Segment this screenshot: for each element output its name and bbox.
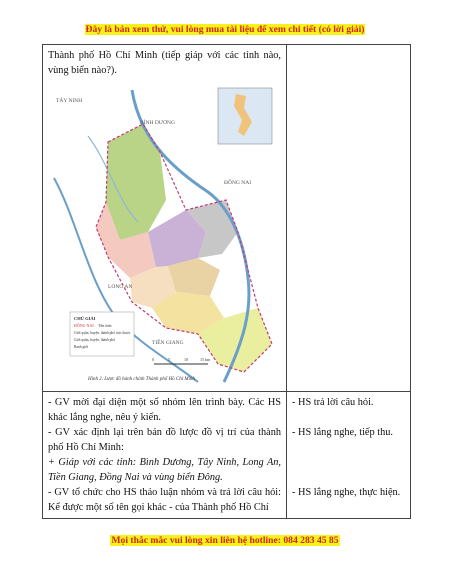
hcmc-admin-map bbox=[48, 82, 276, 386]
scale-5: 5 bbox=[168, 357, 170, 362]
scale-10: 10 bbox=[184, 357, 188, 362]
legend-title: CHÚ GIẢI bbox=[74, 316, 96, 321]
scale-0: 0 bbox=[152, 357, 154, 362]
preview-banner-text: Đây là bản xem thử, vui lòng mua tài liệu để xem chi tiết (có lời giải) bbox=[85, 24, 365, 35]
table-row bbox=[43, 45, 411, 392]
gv-step-discuss: - GV tổ chức cho HS thảo luận nhóm và trả lời câu hỏi: Kể được một số tên gọi khác - của Thành phố Hồ Chí bbox=[48, 487, 281, 513]
gv-step-borders: + Giáp với các tỉnh: Bình Dương, Tây Ninh, Long An, Tiền Giang, Đồng Nai và vùng biển Đông. bbox=[48, 457, 281, 483]
hs-do: - HS lắng nghe, thực hiện. bbox=[292, 487, 401, 498]
lesson-table bbox=[42, 44, 411, 519]
legend-item1-label: ĐỒNG NAI bbox=[74, 323, 94, 328]
hs-listen: - HS lắng nghe, tiếp thu. bbox=[292, 427, 393, 438]
map-question: Thành phố Hồ Chí Minh (tiếp giáp với các tỉnh nào, vùng biển nào?). bbox=[48, 50, 281, 76]
table-row bbox=[43, 392, 411, 519]
student-cell-empty bbox=[287, 45, 411, 392]
label-binh-duong: BÌNH DƯƠNG bbox=[140, 120, 175, 126]
gv-step-locate: - GV xác định lại trên bản đồ lược đồ vị trí của thành phố Hồ Chí Minh: bbox=[48, 427, 281, 453]
gv-step-present: - GV mời đại diện một số nhóm lên trình bày. Các HS khác lắng nghe, nêu ý kiến. bbox=[48, 397, 281, 423]
hs-answer: - HS trả lời câu hỏi. bbox=[292, 397, 374, 408]
student-activities bbox=[287, 392, 411, 519]
legend-item4-text: Ranh giới bbox=[74, 345, 89, 349]
hotline-banner bbox=[0, 535, 450, 546]
map-legend bbox=[70, 312, 134, 356]
label-long-an: LONG AN bbox=[108, 284, 133, 290]
hotline-text: Mọi thắc mắc vui lòng xin liên hệ hotline: 084 283 45 85 bbox=[111, 535, 339, 546]
map-figure bbox=[48, 82, 281, 386]
label-tay-ninh: TÂY NINH bbox=[56, 98, 83, 104]
teacher-cell bbox=[43, 45, 287, 392]
preview-banner bbox=[0, 24, 450, 35]
map-caption: Hình 2. Lược đồ hành chính Thành phố Hồ Chí Minh bbox=[88, 377, 195, 382]
legend-item1-text: Tên tỉnh bbox=[98, 323, 112, 328]
label-tien-giang: TIỀN GIANG bbox=[152, 340, 184, 346]
legend-item3-text: Giới quận, huyện, thành phố bbox=[74, 338, 116, 342]
scale-15: 15 km bbox=[200, 357, 211, 362]
legend-item2-text: Giới quận, huyện, thành phố trực thuộc bbox=[74, 331, 131, 335]
label-dong-nai: ĐỒNG NAI bbox=[224, 180, 252, 186]
teacher-activities bbox=[43, 392, 287, 519]
